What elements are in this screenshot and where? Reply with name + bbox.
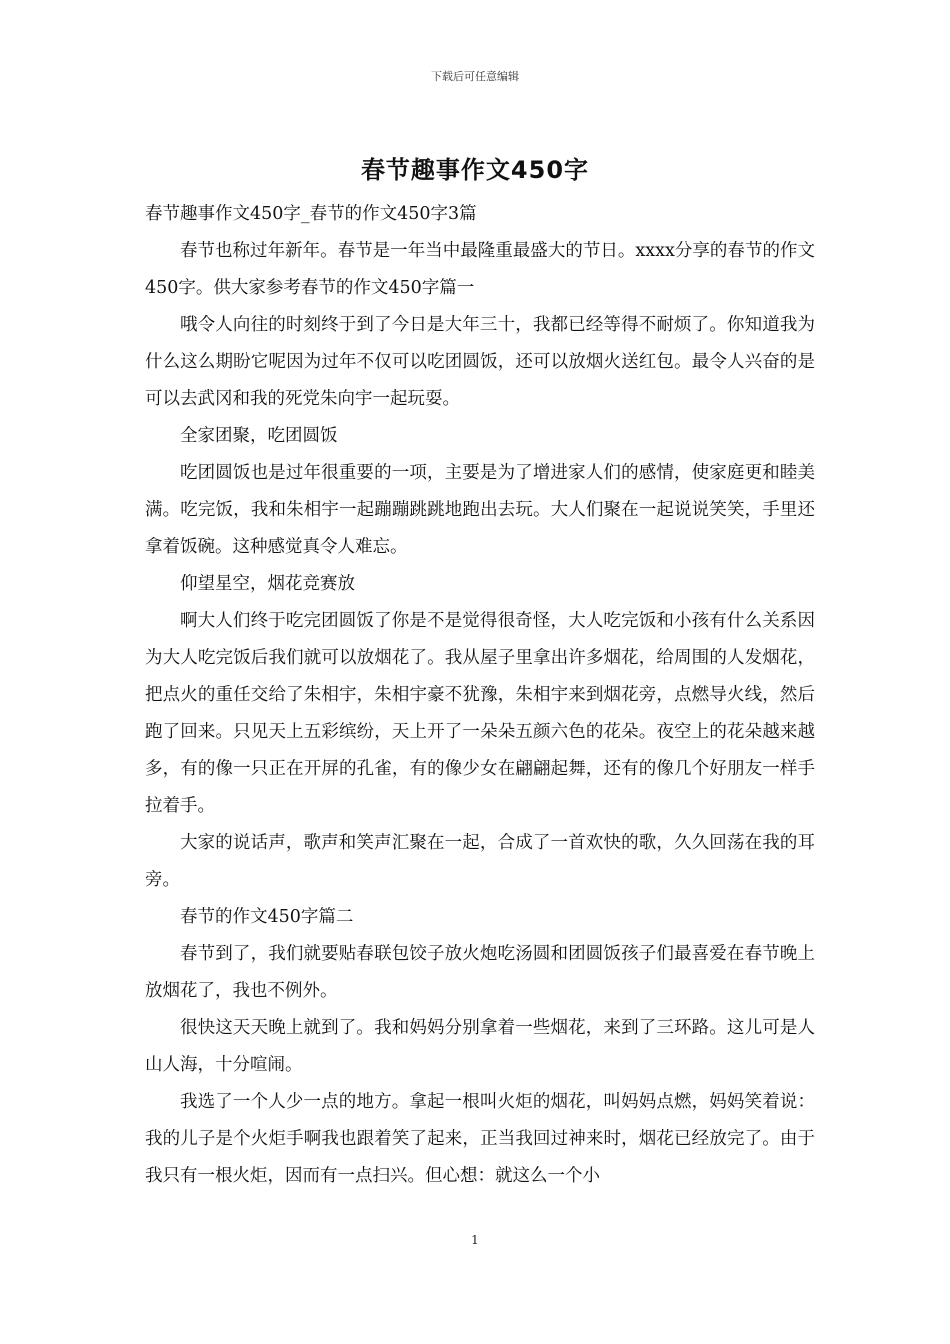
document-title: 春节趣事作文450字 [360,156,590,184]
paragraph-9: 春节到了，我们就要贴春联包饺子放火炮吃汤圆和团圆饭孩子们最喜爱在春节晚上放烟花了，我也不例外。 [145,944,815,1001]
paragraph-1: 春节也称过年新年。春节是一年当中最隆重最盛大的节日。xxxx分享的春节的作文450字。供大家参考春节的作文450字篇一 [145,241,815,298]
paragraph-5: 仰望星空，烟花竞赛放 [180,574,355,594]
paragraph-0: 春节趣事作文450字_春节的作文450字3篇 [145,204,477,224]
paragraph-11: 我选了一个人少一点的地方。拿起一根叫火炬的烟花，叫妈妈点燃，妈妈笑着说：我的儿子是个火炬手啊我也跟着笑了起来，正当我回过神来时，烟花已经放完了。由于我只有一根火炬，因而有一点扫兴。但心想：就这么一个小 [145,1092,815,1186]
page-number: 1 [471,1233,479,1247]
paragraph-6: 啊大人们终于吃完团圆饭了你是不是觉得很奇怪，大人吃完饭和小孩有什么关系因为大人吃完饭后我们就可以放烟花了。我从屋子里拿出许多烟花，给周围的人发烟花，把点火的重任交给了朱相宇，朱相宇豪不犹豫，朱相宇来到烟花旁，点燃导火线，然后跑了回来。只见天上五彩缤纷，天上开了一朵朵五颜六色的花朵。夜空上的花朵越来越多，有的像一只正在开屏的孔雀，有的像少女在翩翩起舞，还有的像几个好朋友一样手拉着手。 [145,611,815,816]
header-note: 下载后可任意编辑 [431,70,519,83]
paragraph-3: 全家团聚，吃团圆饭 [180,426,338,446]
paragraph-7: 大家的说话声，歌声和笑声汇聚在一起，合成了一首欢快的歌，久久回荡在我的耳旁。 [145,833,815,890]
paragraph-8: 春节的作文450字篇二 [180,907,354,927]
paragraph-4: 吃团圆饭也是过年很重要的一项，主要是为了增进家人们的感情，使家庭更和睦美满。吃完饭，我和朱相宇一起蹦蹦跳跳地跑出去玩。大人们聚在一起说说笑笑，手里还拿着饭碗。这种感觉真令人难忘。 [145,463,815,557]
paragraph-10: 很快这天天晚上就到了。我和妈妈分别拿着一些烟花，来到了三环路。这儿可是人山人海，十分喧闹。 [145,1018,815,1075]
paragraph-2: 哦令人向往的时刻终于到了今日是大年三十，我都已经等得不耐烦了。你知道我为什么这么期盼它呢因为过年不仅可以吃团圆饭，还可以放烟火送红包。最令人兴奋的是可以去武冈和我的死党朱向宇一起玩耍。 [145,315,815,409]
document-body [145,196,815,1195]
